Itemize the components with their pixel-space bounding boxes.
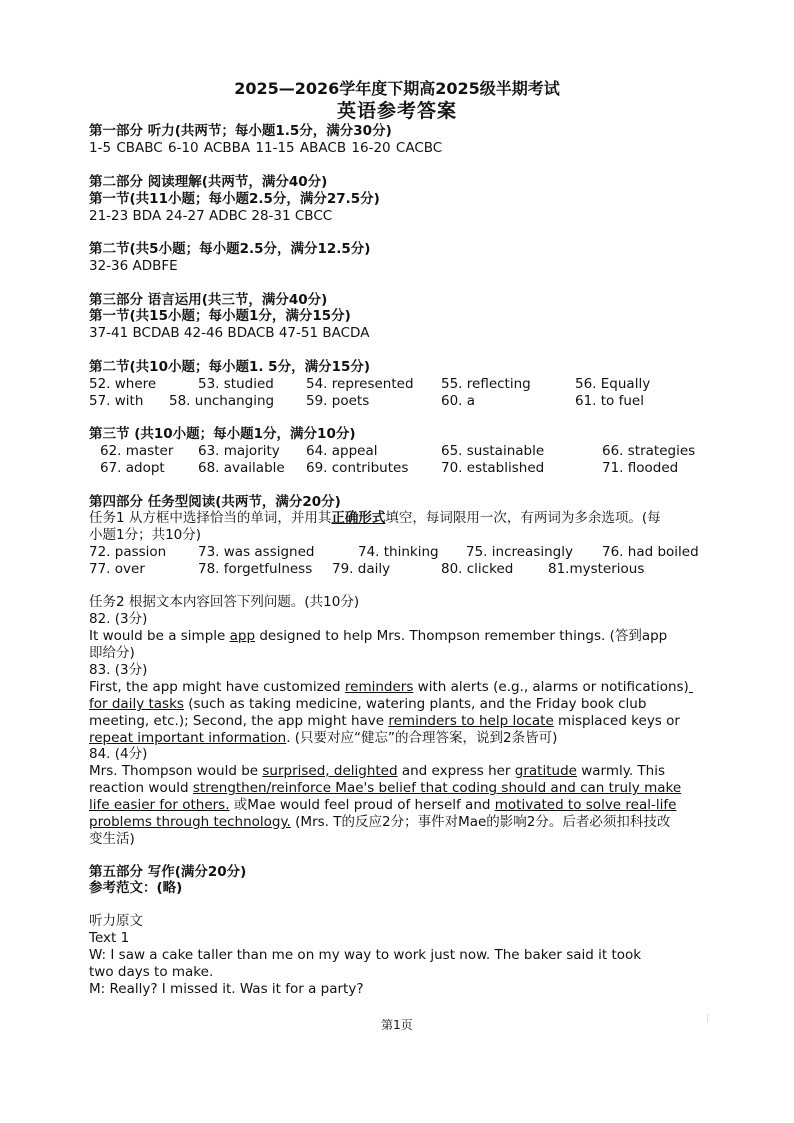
q84-key: motivated to solve real-life [494,797,677,813]
q83-key: reminders to help locate [388,713,554,729]
answer-item: 56. Equally [575,376,651,392]
answer-item: 59. poets [306,393,370,409]
dialogue-line: M: Really? I missed it. Was it for a party? [89,981,364,997]
part3-sec3-heading: 第三节 (共10小题；每小题1分，满分10分) [89,426,356,442]
q84-label: 84. (4分) [89,746,148,762]
q84-text: reaction would [89,780,193,796]
answer-item: 71. flooded [602,460,679,476]
q82-answer [89,628,709,662]
answer-item: 58. unchanging [169,393,275,409]
answer-item: 68. available [198,460,285,476]
task1-text-c: 填空，每词限用一次，有两词为多余选项。(每 [385,510,661,526]
answer-item: 57. with [89,393,144,409]
q82-text-a: It would be a simple [89,628,230,644]
part3-heading: 第三部分 语言运用(共三节，满分40分) [89,292,328,308]
page-number: 第1页 [381,1018,413,1032]
answer-item: 53. studied [198,376,274,392]
q84-key: surprised, delighted [262,763,398,779]
part2-heading: 第二部分 阅读理解(共两节，满分40分) [89,174,328,190]
q83-key: reminders [344,679,414,695]
answer-item: 66. strategies [602,443,696,459]
q84-text: 或Mae would feel proud of herself and [229,797,495,813]
part1-answers: 1-5 CBABC 6-10 ACBBA 11-15 ABACB 16-20 CACBC [89,140,443,156]
part2-sec1-heading: 第一节(共11小题；每小题2.5分，满分27.5分) [89,191,380,207]
answer-item: 64. appeal [306,443,378,459]
part5-heading: 第五部分 写作(满分20分) [89,864,247,880]
part3-sec1-heading: 第一节(共15小题；每小题1分，满分15分) [89,308,351,324]
answer-item: 70. established [441,460,545,476]
dialogue-line: two days to make. [89,964,214,980]
answer-item: 52. where [89,376,157,392]
q82-key-app: app [229,628,256,644]
dialogue-line: W: I saw a cake taller than me on my way to work just now. The baker said it took [89,947,642,963]
answer-item: 79. daily [332,561,391,577]
q84-key: life easier for others. [89,797,230,813]
task1-instruction [89,510,661,527]
answer-item: 72. passion [89,544,167,560]
q82-label: 82. (3分) [89,611,148,627]
task1-instruction-cont: 小题1分；共10分) [89,527,202,543]
answer-item: 61. to fuel [575,393,644,409]
listening-text-label: Text 1 [89,930,130,946]
q83-text: meeting, etc.); Second, the app might have [89,713,389,729]
answer-item: 55. reflecting [441,376,531,392]
answer-item: 54. represented [306,376,414,392]
answer-item: 65. sustainable [441,443,545,459]
answer-item: 76. had boiled [602,544,699,560]
answer-item: 75. increasingly [466,544,573,560]
scan-mark [707,1014,708,1022]
listening-dialogue [89,947,709,998]
q84-answer [89,763,709,848]
answer-item: 74. thinking [358,544,439,560]
part2-sec2-heading: 第二节(共5小题；每小题2.5分，满分12.5分) [89,241,371,257]
part2-sec1-answers: 21-23 BDA 24-27 ADBC 28-31 CBCC [89,208,333,224]
q84-text: 变生活) [89,831,135,847]
q83-text: misplaced keys or [553,713,680,729]
q84-key: strengthen/reinforce Mae's belief that coding should and can truly make [192,780,682,796]
answer-item: 62. master [100,443,174,459]
part3-sec2-heading: 第二节(共10小题；每小题1. 5分，满分15分) [89,359,371,375]
q84-text: and express her [397,763,515,779]
q83-key: for daily tasks [89,696,184,712]
answer-item: 69. contributes [306,460,409,476]
q83-underline-gap [689,679,693,695]
q83-label: 83. (3分) [89,662,148,678]
q82-text-c: designed to help Mrs. Thompson remember things. (答到app [255,628,668,644]
listening-heading: 听力原文 [89,913,143,929]
part3-sec1-answers: 37-41 BCDAB 42-46 BDACB 47-51 BACDA [89,325,370,341]
answer-item: 78. forgetfulness [198,561,313,577]
q83-text: (such as taking medicine, watering plants, and the Friday book club [183,696,647,712]
part2-sec2-answers: 32-36 ADBFE [89,258,178,274]
q83-answer [89,679,709,747]
task1-text-b: 正确形式 [331,510,386,526]
q83-text: First, the app might have customized [89,679,345,695]
answer-item: 67. adopt [100,460,165,476]
exam-title: 2025—2026学年度下期高2025级半期考试 [234,79,560,98]
answer-item: 63. majority [198,443,280,459]
q84-key: gratitude [514,763,577,779]
q84-text: Mrs. Thompson would be [89,763,263,779]
task1-text-a: 任务1 从方框中选择恰当的单词，并用其 [89,510,332,526]
part5-reference: 参考范文：(略) [89,880,183,896]
answer-key-title: 英语参考答案 [336,100,457,122]
task2-heading: 任务2 根据文本内容回答下列问题。(共10分) [89,594,360,610]
q84-key: problems through technology. [89,814,291,830]
answer-item: 81.mysterious [548,561,645,577]
q83-key: repeat important information [89,730,287,746]
q82-text-d: 即给分) [89,645,135,661]
part4-heading: 第四部分 任务型阅读(共两节，满分20分) [89,494,341,510]
q83-text: with alerts (e.g., alarms or notifications) [413,679,689,695]
answer-item: 77. over [89,561,145,577]
q83-text: . (只要对应“健忘”的合理答案，说到2条皆可) [286,730,558,746]
answer-item: 60. a [441,393,476,409]
part1-heading: 第一部分 听力(共两节；每小题1.5分，满分30分) [89,123,392,139]
q84-text: warmly. This [576,763,666,779]
q84-text: (Mrs. T的反应2分；事件对Mae的影响2分。后者必须扣科技改 [290,814,671,830]
answer-item: 73. was assigned [198,544,315,560]
answer-item: 80. clicked [441,561,514,577]
